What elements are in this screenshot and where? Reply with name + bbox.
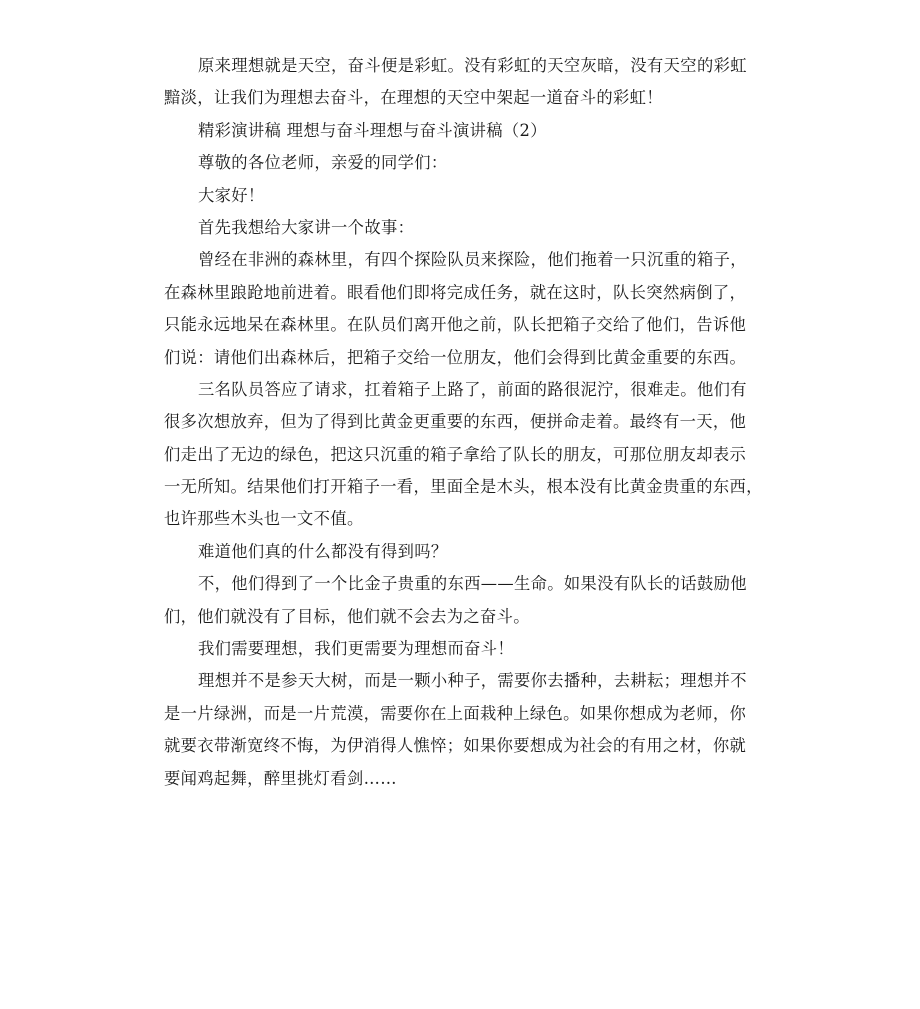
text-line: 只能永远地呆在森林里。在队员们离开他之前，队长把箱子交给了他们，告诉他 [164,315,747,335]
text-line: 们说：请他们出森林后，把箱子交给一位朋友，他们会得到比黄金重要的东西。 [164,347,747,367]
text-line: 就要衣带渐宽终不悔，为伊消得人憔悴；如果你要想成为社会的有用之材，你就 [164,736,747,756]
text-line: 曾经在非洲的森林里，有四个探险队员来探险，他们拖着一只沉重的箱子， [198,250,747,270]
greeting: 大家好！ [198,185,265,205]
text-line: 原来理想就是天空，奋斗便是彩虹。没有彩虹的天空灰暗，没有天空的彩虹 [198,56,747,75]
text-line: 理想并不是参天大树，而是一颗小种子，需要你去播种，去耕耘；理想并不 [198,671,747,691]
text-line: 们，他们就没有了目标，他们就不会去为之奋斗。 [164,606,530,626]
text-line: 也许那些木头也一文不值。 [164,509,364,529]
section-heading: 精彩演讲稿 理想与奋斗理想与奋斗演讲稿（2） [198,120,547,140]
text-line: 在森林里踉跄地前进着。眼看他们即将完成任务，就在这时，队长突然病倒了， [164,282,747,302]
text-line: 们走出了无边的绿色，把这只沉重的箱子拿给了队长的朋友，可那位朋友却表示 [164,444,747,464]
text-line: 我们需要理想，我们更需要为理想而奋斗！ [198,639,514,659]
text-line: 不，他们得到了一个比金子贵重的东西——生命。如果没有队长的话鼓励他 [198,574,747,594]
document-body [164,50,763,795]
text-line: 首先我想给大家讲一个故事： [198,217,415,237]
text-line: 要闻鸡起舞，醉里挑灯看剑…… [164,768,397,788]
text-line: 黯淡，让我们为理想去奋斗，在理想的天空中架起一道奋斗的彩虹！ [164,88,663,108]
text-line: 是一片绿洲，而是一片荒漠，需要你在上面栽种上绿色。如果你想成为老师，你 [164,703,747,723]
text-line: 三名队员答应了请求，扛着箱子上路了，前面的路很泥泞，很难走。他们有 [198,379,747,399]
text-line: 一无所知。结果他们打开箱子一看，里面全是木头，根本没有比黄金贵重的东西， [164,477,763,497]
text-line: 很多次想放弃，但为了得到比黄金更重要的东西，便拼命走着。最终有一天，他 [164,412,747,432]
text-line: 难道他们真的什么都没有得到吗？ [198,541,448,561]
salutation: 尊敬的各位老师，亲爱的同学们： [198,153,448,173]
